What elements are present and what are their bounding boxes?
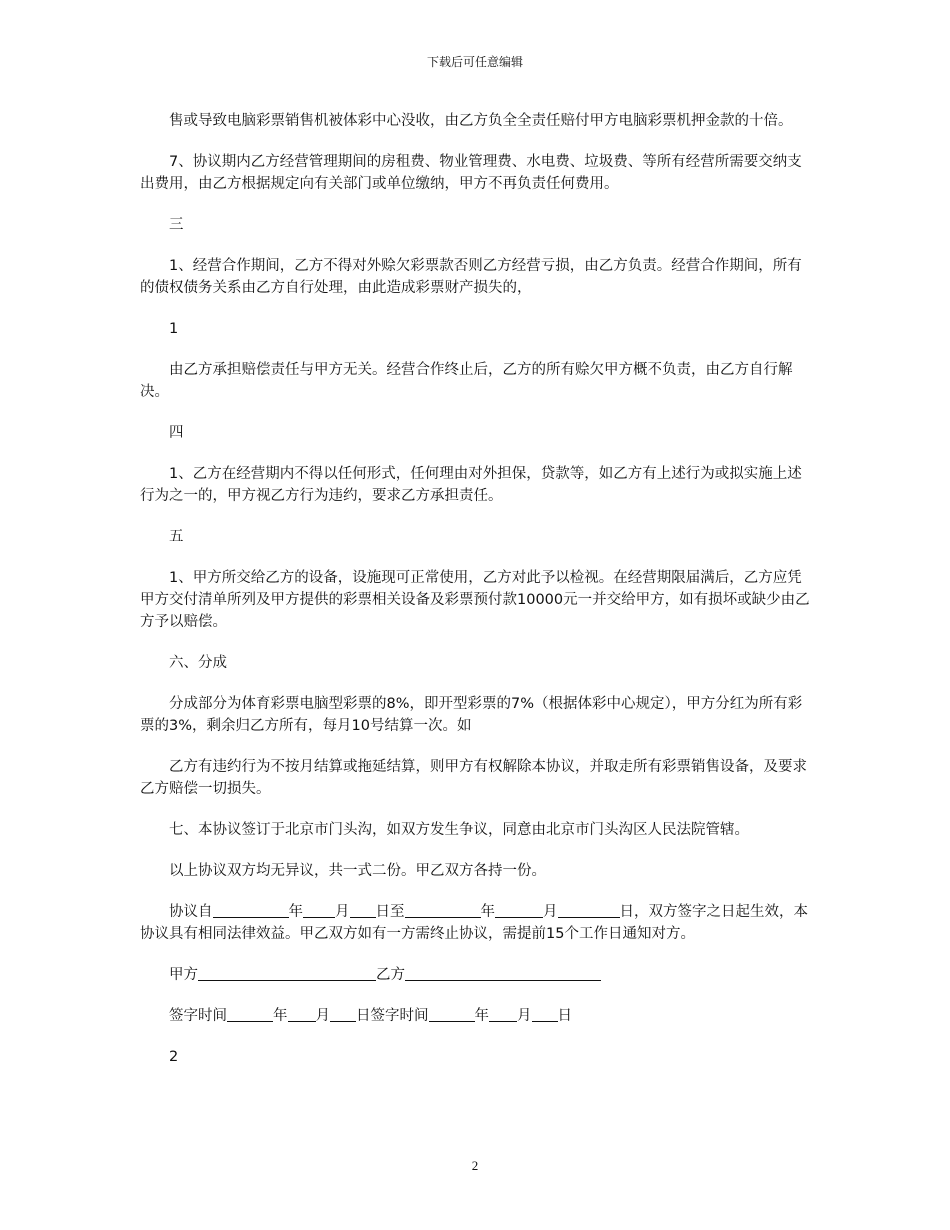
sign-label: 签字时间 <box>169 1008 227 1024</box>
term-label: 日至 <box>375 904 405 920</box>
term-label: 年 <box>288 904 303 920</box>
party-b-label: 乙方 <box>376 967 405 983</box>
parties-line <box>140 964 812 986</box>
term-paragraph <box>140 901 812 945</box>
paragraph: 1、甲方所交给乙方的设备，设施现可正常使用，乙方对此予以检视。在经营期限届满后，乙方应凭甲方交付清单所列及甲方提供的彩票相关设备及彩票预付款10000元一并交给甲方，如有损坏或缺少由乙方予以赔偿。 <box>140 570 810 630</box>
blank-field <box>350 901 376 918</box>
term-label: 日，双方签字之日起生效，本协议具有相同法律效益。甲乙双方如有一方需终止协议，需提前15个工作日通知对方。 <box>140 904 808 942</box>
blank-field <box>213 901 289 918</box>
paragraph: 售或导致电脑彩票销售机被体彩中心没收，由乙方负全全责任赔付甲方电脑彩票机押金款的十倍。 <box>169 113 793 129</box>
term-label: 月 <box>335 904 350 920</box>
blank-field <box>429 1005 475 1022</box>
blank-field <box>288 1005 316 1022</box>
paragraph: 由乙方承担赔偿责任与甲方无关。经营合作终止后，乙方的所有赊欠甲方概不负责，由乙方自行解决。 <box>140 362 793 400</box>
term-label: 月 <box>543 904 558 920</box>
sign-label: 年 <box>474 1008 489 1024</box>
blank-field <box>227 1005 273 1022</box>
blank-field <box>330 1005 356 1022</box>
paragraph: 分成部分为体育彩票电脑型彩票的8%，即开型彩票的7%（根据体彩中心规定），甲方分红为所有彩票的3%，剩余归乙方所有，每月10号结算一次。如 <box>140 696 803 734</box>
blank-field <box>495 901 543 918</box>
page-number: 2 <box>471 1158 479 1173</box>
blank-field <box>558 901 620 918</box>
blank-field <box>489 1005 517 1022</box>
blank-field <box>303 901 335 918</box>
sign-label: 年 <box>273 1008 288 1024</box>
party-a-label: 甲方 <box>169 967 198 983</box>
document-body <box>140 110 812 1087</box>
blank-field <box>405 901 481 918</box>
sign-label: 月 <box>517 1008 532 1024</box>
page-marker: 2 <box>169 1049 179 1065</box>
party-a-signature-blank <box>198 964 376 981</box>
paragraph: 七、本协议签订于北京市门头沟，如双方发生争议，同意由北京市门头沟区人民法院管辖。 <box>169 822 749 838</box>
sign-label: 日签字时间 <box>356 1008 429 1024</box>
paragraph: 7、协议期内乙方经营管理期间的房租费、物业管理费、水电费、垃圾费、等所有经营所需要交纳支出费用，由乙方根据规定向有关部门或单位缴纳，甲方不再负责任何费用。 <box>140 154 802 192</box>
paragraph: 1、经营合作期间，乙方不得对外赊欠彩票款否则乙方经营亏损，由乙方负责。经营合作期间，所有的债权债务关系由乙方自行处理，由此造成彩票财产损失的， <box>140 258 802 296</box>
signing-date-line <box>140 1005 812 1027</box>
page-header: 下载后可任意编辑 <box>426 55 523 69</box>
sign-label: 月 <box>315 1008 330 1024</box>
page-marker: 1 <box>169 321 179 337</box>
paragraph: 1、乙方在经营期内不得以任何形式，任何理由对外担保，贷款等，如乙方有上述行为或拟实施上述行为之一的，甲方视乙方行为违约，要求乙方承担责任。 <box>140 466 802 504</box>
section-heading: 三 <box>169 217 184 233</box>
section-heading: 五 <box>169 529 184 545</box>
paragraph: 以上协议双方均无异议，共一式二份。甲乙双方各持一份。 <box>169 863 546 879</box>
term-label: 协议自 <box>169 904 213 920</box>
term-label: 年 <box>480 904 495 920</box>
party-b-signature-blank <box>405 964 601 981</box>
section-heading: 四 <box>169 425 184 441</box>
blank-field <box>532 1005 558 1022</box>
paragraph: 乙方有违约行为不按月结算或拖延结算，则甲方有权解除本协议，并取走所有彩票销售设备，及要求乙方赔偿一切损失。 <box>140 759 807 797</box>
sign-label: 日 <box>557 1008 572 1024</box>
section-heading: 六、分成 <box>169 655 227 671</box>
